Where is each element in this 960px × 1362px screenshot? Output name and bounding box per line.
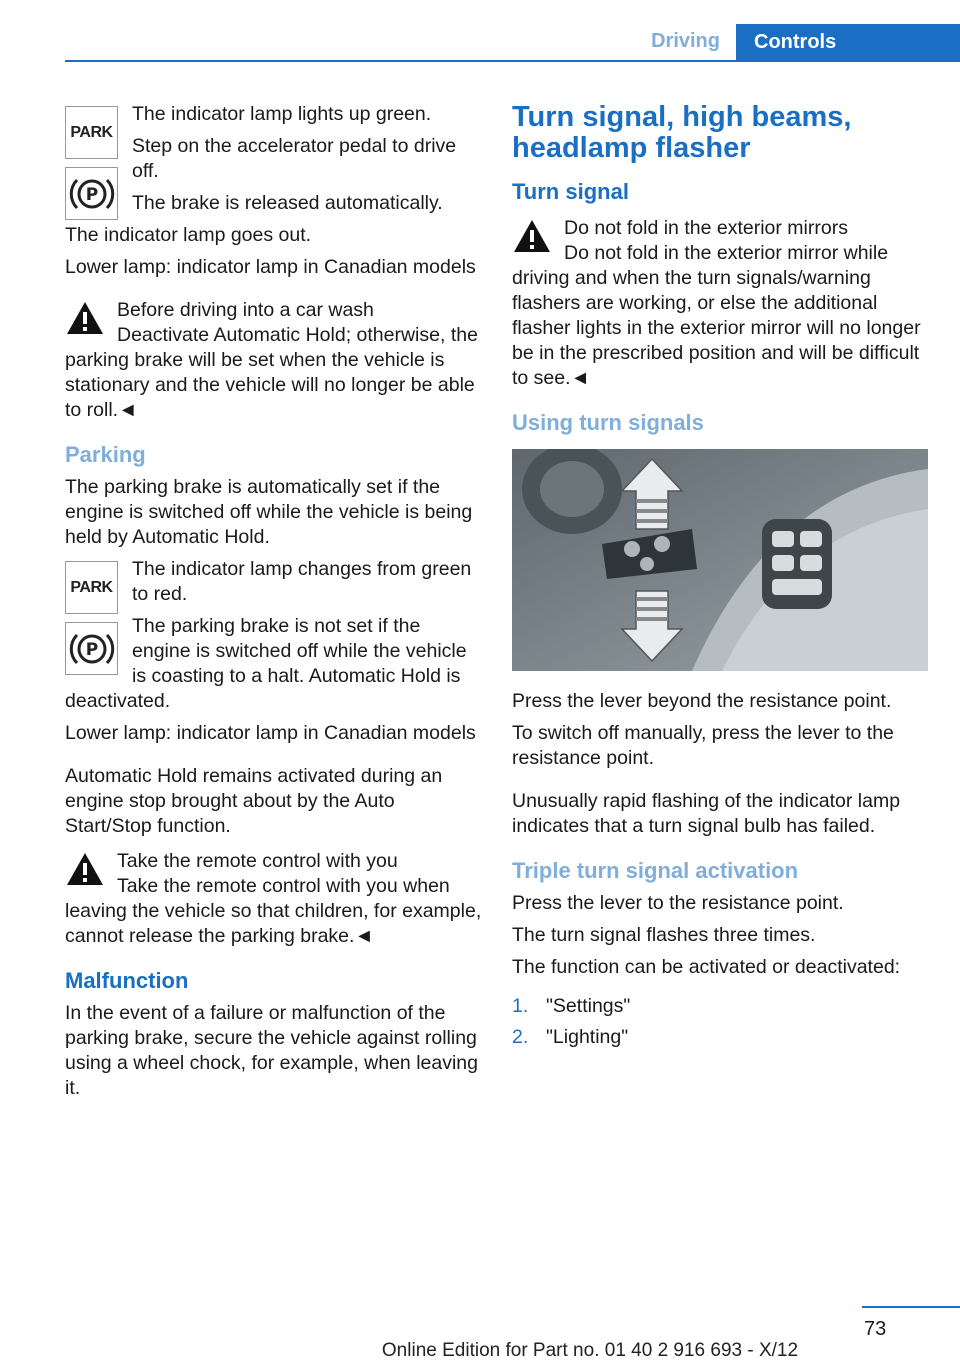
- list-item: [512, 994, 930, 1019]
- text-lamp-green-to-red: The indicator lamp changes from green to red.: [132, 558, 472, 605]
- warning-car-wash: [65, 298, 483, 423]
- parking-brake-p-icon-2: [65, 622, 118, 675]
- edition-note: Online Edition for Part no. 01 40 2 916 693 - X/12: [381, 1340, 799, 1361]
- parking-lamp-block: [65, 557, 483, 721]
- svg-text:P: P: [85, 184, 98, 205]
- heading-parking: Parking: [65, 442, 146, 467]
- text-auto-hold-remains: Automatic Hold remains activated during an engine stop brought about by the Auto Start/Stop function.: [65, 765, 443, 837]
- text-parking-auto-set: The parking brake is automatically set if the engine is switched off while the vehicle is being held by Automatic Hold.: [65, 476, 473, 548]
- warning-mirrors-title: Do not fold in the exterior mirrors: [564, 217, 848, 239]
- park-lamp-icon-2: [65, 561, 118, 614]
- warning-remote-body: Take the remote control with you when leaving the vehicle so that children, for example, cannot release the parking brake.◄: [65, 875, 482, 947]
- text-rapid-flashing: Unusually rapid flashing of the indicator lamp indicates that a turn signal bulb has failed.: [512, 790, 901, 837]
- text-step-accelerator: Step on the accelerator pedal to drive off.: [132, 135, 457, 182]
- settings-steps-list: [512, 994, 930, 1050]
- text-switch-off-manually: To switch off manually, press the lever to the resistance point.: [512, 722, 894, 769]
- step-number: 1.: [512, 995, 529, 1017]
- step-number: 2.: [512, 1026, 529, 1048]
- heading-turn-signal: Turn signal: [512, 179, 629, 204]
- heading-triple-turn-signal: Triple turn signal activation: [512, 858, 799, 883]
- page-number: 73: [864, 1318, 887, 1340]
- step-text: "Settings": [546, 995, 631, 1017]
- warning-car-wash-title: Before driving into a car wash: [117, 299, 374, 321]
- header-tab-driving[interactable]: Driving: [651, 30, 720, 52]
- parking-brake-p-icon: [65, 167, 118, 220]
- text-flashes-three-times: The turn signal flashes three times.: [512, 924, 816, 946]
- chapter-title: Turn signal, high beams, headlamp flasher: [512, 101, 852, 164]
- footer-rule: [862, 1306, 960, 1308]
- warning-mirrors-body: Do not fold in the exterior mirror while driving and when the turn signals/warning flashers are working, or else the additional flasher lights in the exterior mirror will no longer be in the prescribed position and will be difficult to see.◄: [512, 242, 921, 389]
- text-brake-released: The brake is released automatically.: [132, 192, 443, 214]
- indicator-lamp-block: [65, 102, 483, 255]
- svg-text:P: P: [85, 639, 98, 660]
- text-lamp-green: The indicator lamp lights up green.: [132, 103, 432, 125]
- heading-using-turn-signals: Using turn signals: [512, 410, 704, 435]
- text-press-resistance: Press the lever to the resistance point.: [512, 892, 844, 914]
- text-lamp-goes-out: The indicator lamp goes out.: [65, 224, 312, 246]
- warning-exterior-mirrors: [512, 216, 930, 391]
- text-lower-lamp: Lower lamp: indicator lamp in Canadian models: [65, 256, 476, 278]
- text-lower-lamp-2: Lower lamp: indicator lamp in Canadian models: [65, 722, 476, 744]
- right-column: [512, 102, 930, 1056]
- text-can-be-activated: The function can be activated or deactivated:: [512, 956, 901, 978]
- header-rule: [65, 60, 960, 62]
- park-lamp-icon: [65, 106, 118, 159]
- text-press-lever: Press the lever beyond the resistance point.: [512, 690, 892, 712]
- park-lamp-label: PARK: [70, 124, 113, 141]
- warning-remote-control: [65, 849, 483, 949]
- header-tab-controls[interactable]: Controls: [736, 24, 960, 62]
- text-not-set-coasting: The parking brake is not set if the engine is switched off while the vehicle is coasting to a halt. Automatic Hold is deactivated.: [65, 615, 467, 712]
- step-text: "Lighting": [546, 1026, 629, 1048]
- heading-malfunction: Malfunction: [65, 968, 189, 993]
- warning-triangle-icon-2: [65, 851, 105, 887]
- left-column: [65, 102, 483, 1108]
- list-item: [512, 1025, 930, 1050]
- text-malfunction: In the event of a failure or malfunction of the parking brake, secure the vehicle against rolling using a wheel chock, for example, when leaving it.: [65, 1002, 478, 1099]
- warning-triangle-icon-3: [512, 218, 552, 254]
- warning-car-wash-body: Deactivate Automatic Hold; otherwise, the parking brake will be set when the vehicle is stationary and the vehicle will no longer be able to roll.◄: [65, 324, 478, 421]
- warning-triangle-icon: [65, 300, 105, 336]
- turn-signal-lever-photo: [512, 449, 928, 671]
- warning-remote-title: Take the remote control with you: [117, 850, 398, 872]
- park-lamp-label-2: PARK: [70, 579, 113, 596]
